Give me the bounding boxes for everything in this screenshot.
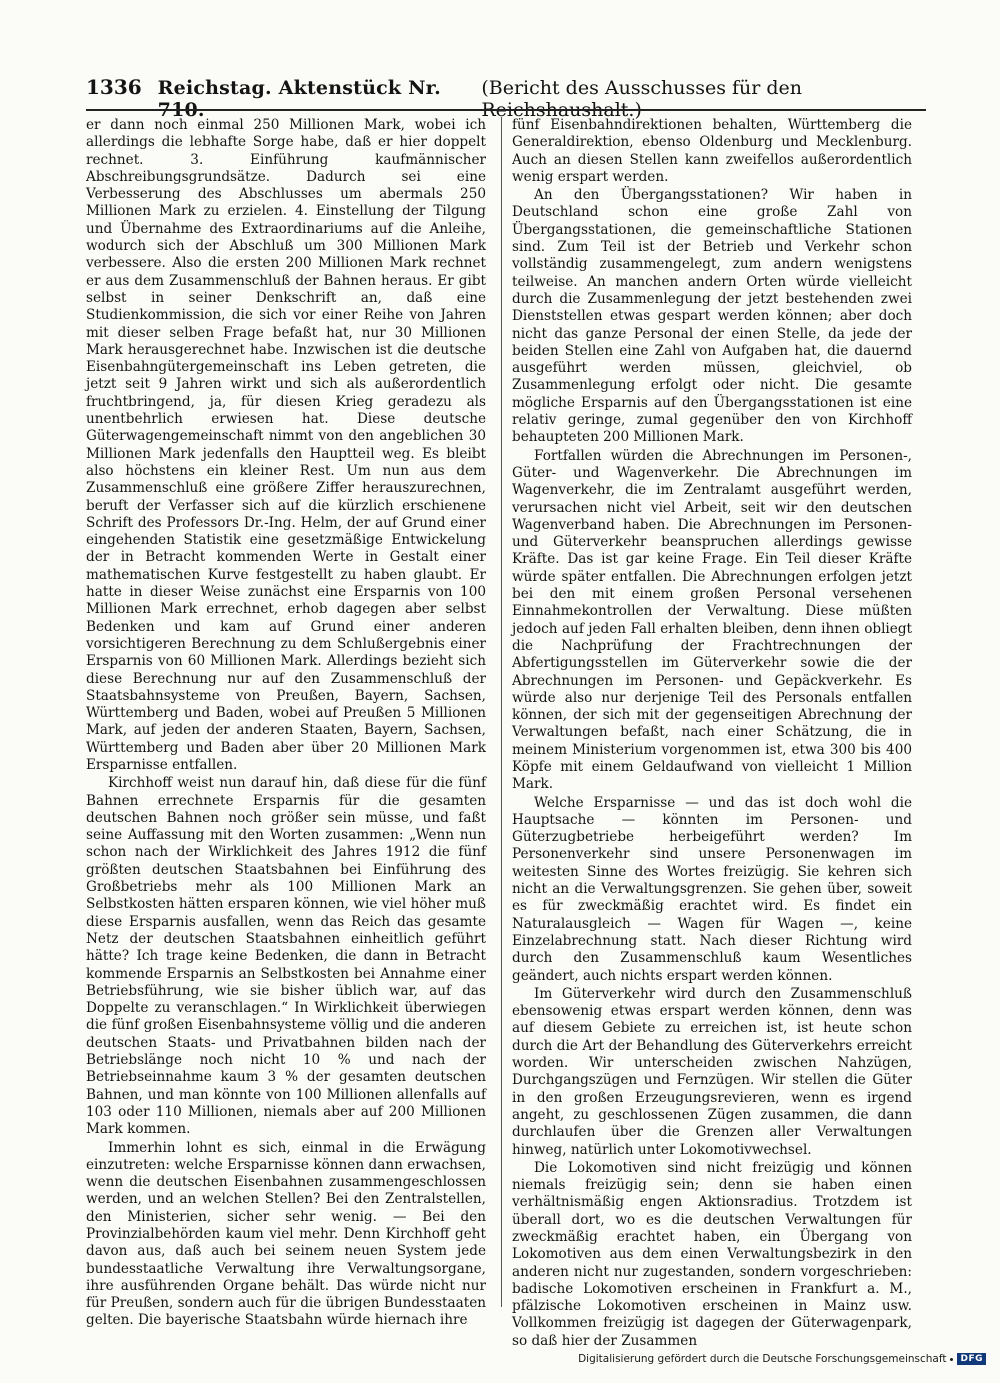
separator-dot-icon bbox=[950, 1358, 953, 1361]
paragraph: Im Güterverkehr wird durch den Zusammenschluß ebensowenig etwas erspart werden können, denn was auf diesem Gebiete zu erreichen ist, ist heute schon durch die Art der Behandlung des Güterverkehrs erreicht worden. Wir unterscheiden zwischen Nahzügen, Durchgangszügen und Fernzügen. Wir stellen die Güter in den großen Erzeugungsrevieren, wenn es irgend angeht, zu geschlossenen Zügen zusammen, die dann durchlaufen über die Grenzen aller Verwaltungen hinweg, natürlich unter Lokomotivwechsel. bbox=[512, 985, 912, 1158]
footer-credit bbox=[578, 1351, 986, 1367]
page-number: 1336 bbox=[86, 75, 142, 99]
document-title: Reichstag. Aktenstück Nr. 710. bbox=[157, 77, 441, 121]
left-column bbox=[86, 117, 486, 1330]
header-rule bbox=[86, 109, 926, 111]
paragraph: Immerhin lohnt es sich, einmal in die Erwägung einzutreten: welche Ersparnisse können dann erwachsen, wenn die deutschen Eisenbahnen zusammengeschlossen werden, und an welchen Stellen? Bei den Zentralstellen, den Ministerien, sicher sehr wenig. — Bei den Provinzialbehörden kaum viel mehr. Denn Kirchhoff geht davon aus, daß auch bei seinem neuen System jede bundesstaatliche Verwaltung ihre Verwaltungsorgane, ihre ausführenden Organe behält. Das würde nicht nur für Preußen, sondern auch für die übrigen Bundesstaaten gelten. Die bayerische Staatsbahn würde hiernach ihre bbox=[86, 1139, 486, 1329]
running-header bbox=[86, 75, 926, 121]
paragraph: fünf Eisenbahndirektionen behalten, Württemberg die Generaldirektion, ebenso Oldenburg und Mecklenburg. Auch an diesen Stellen kann zweifellos außerordentlich wenig erspart werden. bbox=[512, 117, 912, 185]
paragraph: Die Lokomotiven sind nicht freizügig und können niemals freizügig sein; denn sie haben einen verhältnismäßig engen Aktionsradius. Trotzdem ist überall dort, wo es die deutschen Verwaltungen für zweckmäßig erachtet haben, ein Übergang von Lokomotiven aus dem einen Verwaltungsbezirk in den anderen nicht nur zugestanden, sondern vorgeschrieben: badische Lokomotiven erscheinen in Frankfurt a. M., pfälzische Lokomotiven erscheinen in Mainz usw. Vollkommen freizügig ist dagegen der Güterwagenpark, so daß hier der Zusammen bbox=[512, 1159, 912, 1349]
paragraph: Welche Ersparnisse — und das ist doch wohl die Hauptsache — könnten im Personen- und Güterzugbetriebe herbeigeführt werden? Im Personenverkehr sind unsere Personenwagen im weitesten Sinne des Wortes freizügig. Sie kehren sich nicht an die Verwaltungsgrenzen. Sie gehen über, soweit es für zweckmäßig erachtet wird. Es findet ein Naturalausgleich — Wagen für Wagen —, keine Einzelabrechnung statt. Nach dieser Richtung wird durch den Zusammenschluß kaum Wesentliches geändert, auch nichts erspart werden können. bbox=[512, 794, 912, 984]
paragraph: er dann noch einmal 250 Millionen Mark, wobei ich allerdings die lebhafte Sorge habe, daß er hier doppelt rechnet. 3. Einführung kaufmännischer Abschreibungsgrundsätze. Dadurch sei eine Verbesserung des Abschlusses um abermals 250 Millionen Mark zu erzielen. 4. Einstellung der Tilgung und Übernahme des Extraordinariums auf die Anleihe, wodurch sich der Abschluß um 300 Millionen Mark verbessere. Also die ersten 200 Millionen Mark rechnet er aus dem Zusammenschluß der Bahnen heraus. Er gibt selbst in seiner Denkschrift an, daß eine Studienkommission, die sich vor einer Reihe von Jahren mit dieser selben Frage befaßt hat, nur 30 Millionen Mark herausgerechnet habe. Inzwischen ist die deutsche Eisenbahngütergemeinschaft ins Leben getreten, die jetzt seit 9 Jahren wirkt und sich als außerordentlich fruchtbringend, ja, für diesen Krieg geradezu als unentbehrlich erwiesen hat. Diese deutsche Güterwagengemeinschaft nimmt von den angeblichen 30 Millionen Mark jedenfalls den Hauptteil weg. Es bleibt also höchstens ein kleiner Rest. Um nun aus dem Zusammenschluß eine größere Ziffer herauszurechnen, beruft der Verfasser sich auf die kürzlich erschienene Schrift des Professors Dr.-Ing. Helm, der auf Grund einer eingehenden Statistik eine gesetzmäßige Entwickelung der in Betracht kommenden Werte in Gestalt einer mathematischen Kurve festgestellt zu haben glaubt. Er hatte in dieser Weise zunächst eine Ersparnis von 100 Millionen Mark errechnet, erhob dagegen aber selbst Bedenken und kam auf Grund einer anderen vorsichtigeren Berechnung zu dem Schlußergebnis einer Ersparnis von 60 Millionen Mark. Allerdings bezieht sich diese Berechnung nur auf den Zusammenschluß der Staatsbahnsysteme von Preußen, Bayern, Sachsen, Württemberg und Baden, wobei auf Preußen 5 Millionen Mark, auf jeden der anderen Staaten, Bayern, Sachsen, Württemberg und Baden aber über 20 Millionen Mark Ersparnisse entfallen. bbox=[86, 117, 486, 773]
paragraph: An den Übergangsstationen? Wir haben in Deutschland schon eine große Zahl von Übergangsstationen, die gemeinschaftliche Stationen sind. Zum Teil ist der Betrieb und Verkehr schon vollständig zusammengelegt, zum andern wenigstens teilweise. An manchen andern Orten würde vielleicht durch die Zusammenlegung der jetzt bestehenden zwei Dienststellen etwas gespart werden können; aber doch nicht das ganze Personal der einen Stelle, da jede der beiden Stellen eine Zahl von Aufgaben hat, die dauernd ausgeführt werden müssen, gleichviel, ob Zusammenlegung erfolgt oder nicht. Die gesamte mögliche Ersparnis auf den Übergangsstationen ist eine relativ geringe, zumal gegenüber den von Kirchhoff behaupteten 200 Millionen Mark. bbox=[512, 187, 912, 446]
footer-text: Digitalisierung gefördert durch die Deutsche Forschungsgemeinschaft bbox=[578, 1353, 947, 1365]
right-column bbox=[512, 117, 912, 1350]
dfg-logo: DFG bbox=[957, 1353, 986, 1365]
column-divider bbox=[501, 117, 502, 1307]
paragraph: Kirchhoff weist nun darauf hin, daß diese für die fünf Bahnen errechnete Ersparnis für die gesamten deutschen Bahnen noch größer sein müsse, und faßt seine Auffassung mit den Worten zusammen: „Wenn nun schon nach der Wirklichkeit des Jahres 1912 die fünf größten deutschen Staatsbahnen bei Einführung des Großbetriebs mehr als 100 Millionen Mark an Selbstkosten hätten ersparen können, wie viel höher muß diese Ersparnis ausfallen, wenn das Reich das gesamte Netz der deutschen Staatsbahnen einheitlich geführt hätte? Ich trage keine Bedenken, die dann in Betracht kommende Ersparnis an Selbstkosten bei Annahme einer Betriebsführung, wie sie bisher üblich war, auf das Doppelte zu veranschlagen.“ In Wirklichkeit überwiegen die fünf großen Eisenbahnsysteme völlig und die anderen deutschen Staats- und Privatbahnen bilden nach der Betriebslänge noch nicht 10 % und nach der Betriebseinnahme kaum 3 % der gesamten deutschen Bahnen, und man könnte von 100 Millionen allenfalls auf 103 oder 110 Millionen, niemals aber auf 200 Millionen Mark kommen. bbox=[86, 775, 486, 1138]
document-subtitle: (Bericht des Ausschusses für den Reichshaushalt.) bbox=[481, 77, 803, 121]
paragraph: Fortfallen würden die Abrechnungen im Personen-, Güter- und Wagenverkehr. Die Abrechnungen im Wagenverkehr, die im Zentralamt ausgeführt werden, verursachen nicht viel Arbeit, seit wir den deutschen Wagenverband haben. Die Abrechnungen im Personen- und Güterverkehr beanspruchen allerdings gewisse Kräfte. Das ist gar keine Frage. Ein Teil dieser Kräfte würde später entfallen. Die Abrechnungen erfolgen jetzt bei den mit einem großen Personal versehenen Einnahmekontrollen der Verwaltung. Diese müßten jedoch auf jeden Fall erhalten bleiben, denn ihnen obliegt die Nachprüfung der Frachtrechnungen der Abfertigungsstellen im Güterverkehr sowie die der Abrechnungen im Personen- und Gepäckverkehr. Es würde also nur derjenige Teil des Personals entfallen können, der sich mit der gegenseitigen Abrechnung der Verwaltungen befaßt, nach einer Schätzung, die in meinem Ministerium vorgenommen ist, etwa 300 bis 400 Köpfe mit einem Geldaufwand von vielleicht 1 Million Mark. bbox=[512, 447, 912, 793]
